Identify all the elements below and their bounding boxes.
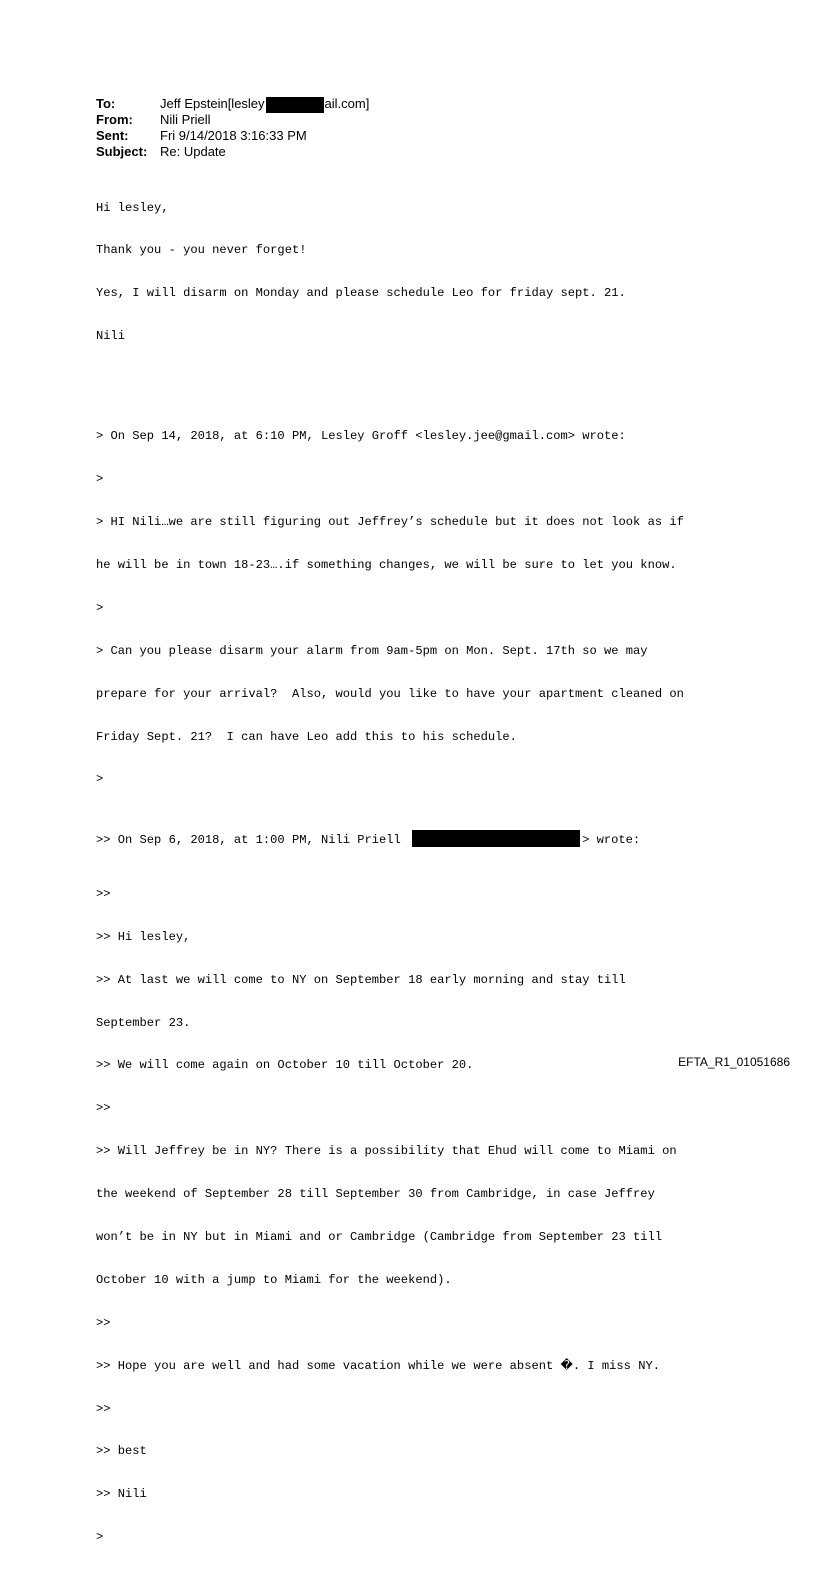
quoted-line: > <box>96 472 104 487</box>
email-header <box>96 96 369 160</box>
to-value <box>160 96 369 112</box>
quoted-line: he will be in town 18-23….if something changes, we will be sure to let you know. <box>96 558 677 573</box>
quoted-line: > <box>96 772 104 787</box>
nested-line: September 23. <box>96 1015 191 1030</box>
nested-header-start: >> On Sep 6, 2018, at 1:00 PM, Nili Priell <box>96 832 409 847</box>
quoted-line: prepare for your arrival? Also, would you like to have your apartment cleaned on <box>96 686 684 701</box>
sent-row <box>96 128 369 144</box>
nested-header-end: > wrote: <box>582 832 641 847</box>
quoted-line: > HI Nili…we are still figuring out Jeffrey’s schedule but it does not look as if <box>96 515 684 530</box>
nested-line: >> <box>96 1101 111 1116</box>
nested-line: >> Will Jeffrey be in NY? There is a possibility that Ehud will come to Miami on <box>96 1144 677 1159</box>
from-label: From: <box>96 112 133 127</box>
subject-label: Subject: <box>96 144 148 159</box>
nested-line: > <box>96 1530 104 1545</box>
from-value: Nili Priell <box>160 112 211 127</box>
nested-line: >> Hope you are well and had some vacation while we were absent �. I miss NY. <box>96 1358 660 1373</box>
nested-line: won’t be in NY but in Miami and or Cambridge (Cambridge from September 23 till <box>96 1229 663 1244</box>
blank-line <box>96 372 684 386</box>
sent-value: Fri 9/14/2018 3:16:33 PM <box>160 128 307 143</box>
nested-line: October 10 with a jump to Miami for the weekend). <box>96 1272 452 1287</box>
email-body <box>96 172 684 1573</box>
to-label: To: <box>96 96 116 111</box>
to-row <box>96 96 369 112</box>
from-row <box>96 112 369 128</box>
nested-line: >> <box>96 886 111 901</box>
nested-line: >> Nili <box>96 1487 147 1502</box>
redaction-bar <box>412 830 580 847</box>
nested-line: >> Hi lesley, <box>96 929 191 944</box>
quoted-line: Friday Sept. 21? I can have Leo add this to his schedule. <box>96 729 517 744</box>
body-line: Hi lesley, <box>96 200 169 215</box>
subject-row <box>96 144 369 160</box>
to-value-start: Jeff Epstein[lesley <box>160 96 265 111</box>
subject-value: Re: Update <box>160 144 226 159</box>
nested-line: >> At last we will come to NY on September 18 early morning and stay till <box>96 972 626 987</box>
quoted-line: > <box>96 600 104 615</box>
document-id: EFTA_R1_01051686 <box>678 1055 790 1069</box>
nested-line: >> <box>96 1315 111 1330</box>
redaction-bar <box>266 97 324 113</box>
nested-line: >> <box>96 1401 111 1416</box>
quoted-line: > Can you please disarm your alarm from 9am-5pm on Mon. Sept. 17th so we may <box>96 643 648 658</box>
body-line: Yes, I will disarm on Monday and please schedule Leo for friday sept. 21. <box>96 286 626 301</box>
body-line: Nili <box>96 329 126 344</box>
nested-line: the weekend of September 28 till September 30 from Cambridge, in case Jeffrey <box>96 1187 655 1202</box>
nested-line: >> We will come again on October 10 till October 20. <box>96 1058 474 1073</box>
nested-header-line <box>96 830 684 847</box>
quoted-line: > On Sep 14, 2018, at 6:10 PM, Lesley Groff <lesley.jee@gmail.com> wrote: <box>96 429 626 444</box>
nested-line: >> best <box>96 1444 147 1459</box>
body-line: Thank you - you never forget! <box>96 243 307 258</box>
to-value-end: ail.com] <box>324 96 370 111</box>
sent-label: Sent: <box>96 128 129 143</box>
